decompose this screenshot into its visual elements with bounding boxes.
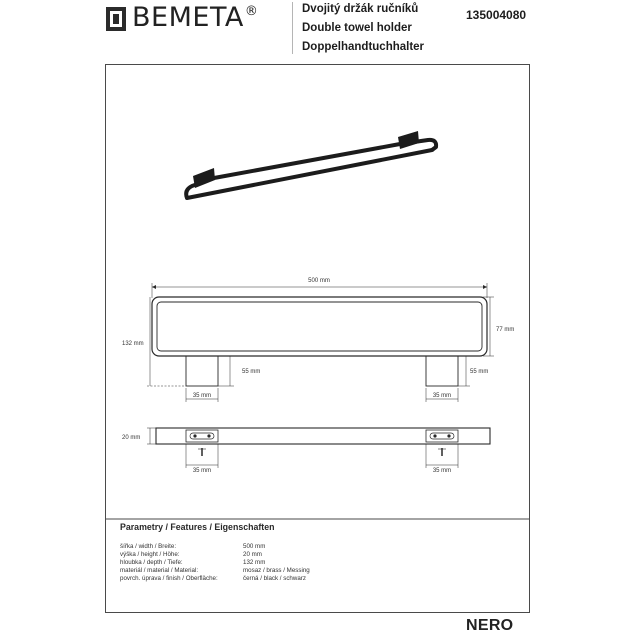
param-value: 20 mm: [243, 551, 262, 558]
param-row: [120, 575, 518, 583]
right-height-label: 77 mm: [496, 327, 515, 333]
param-label: materiál / material / Material:: [120, 567, 199, 574]
param-value: černá / black / schwarz: [243, 575, 306, 582]
depth-label: 132 mm: [122, 341, 144, 347]
param-row: [120, 567, 518, 575]
plan-view: [147, 283, 494, 402]
title-cz: Dvojitý držák ručníků: [302, 3, 419, 15]
param-label: povrch. úprava / finish / Oberfläche:: [120, 575, 218, 582]
title-en: Double towel holder: [302, 22, 412, 34]
front-view: [147, 428, 490, 468]
param-label: šířka / width / Breite:: [120, 543, 177, 550]
param-row: [120, 543, 518, 551]
bracket-width-left-label: 35 mm: [192, 393, 212, 399]
brand-name: BEMETA®: [132, 2, 259, 33]
top-bracket-width-left-label: 35 mm: [192, 468, 212, 474]
parameters-section: [120, 522, 518, 583]
param-row: [120, 551, 518, 559]
parameters-list: [120, 543, 518, 583]
parameters-title: Parametry / Features / Eigenschaften: [120, 522, 275, 532]
top-height-label: 20 mm: [122, 435, 141, 441]
top-bracket-width-right-label: 35 mm: [432, 468, 452, 474]
param-value: mosaz / brass / Messing: [243, 567, 310, 574]
registered-mark: ®: [244, 4, 259, 19]
bracket-height-left-label: 55 mm: [242, 369, 261, 375]
param-value: 132 mm: [243, 559, 266, 566]
bracket-width-right-label: 35 mm: [432, 393, 452, 399]
param-value: 500 mm: [243, 543, 266, 550]
title-de: Doppelhandtuchhalter: [302, 41, 425, 53]
param-label: výška / height / Höhe:: [120, 551, 180, 558]
width-label: 500 mm: [308, 278, 330, 284]
product-3d-view: [186, 131, 436, 198]
param-row: [120, 559, 518, 567]
product-code: 135004080: [466, 8, 527, 22]
param-label: hloubka / depth / Tiefe:: [120, 559, 183, 566]
bracket-height-right-label: 55 mm: [470, 369, 489, 375]
model-name: NERO: [466, 617, 514, 634]
